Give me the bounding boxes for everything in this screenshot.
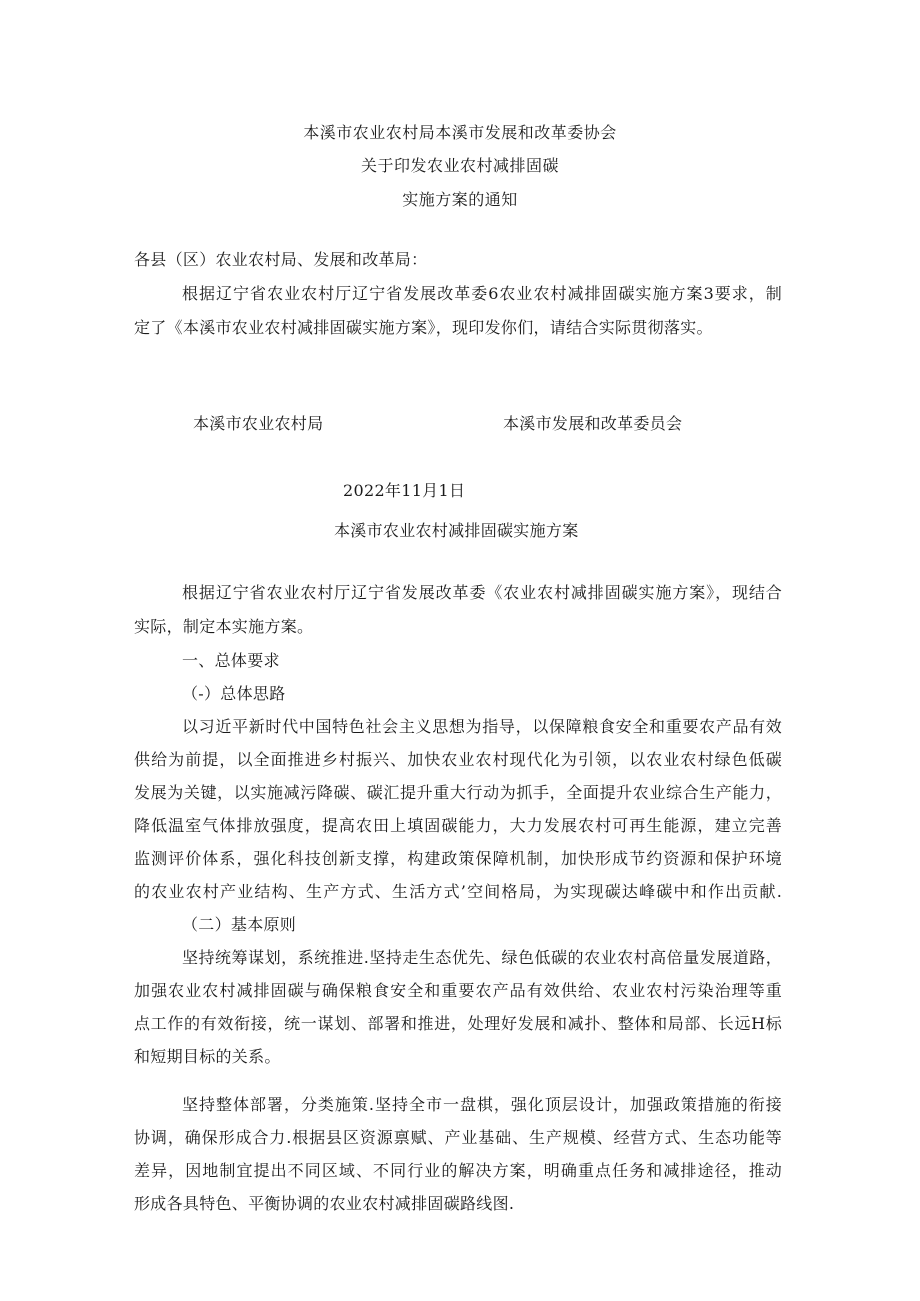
principle1-line-2: 加强农业农村减排固碳与确保粮食安全和重要农产品有效供给、农业农村污染治理等重 (134, 981, 782, 1000)
principle1-line-1: 坚持统筹谋划，系统推进.坚持走生态优先、绿色低碳的农业农村高倍量发展道路， (182, 948, 782, 967)
signatory-development-commission: 本溪市发展和改革委员会 (503, 414, 683, 433)
approach-line-6: 的农业农村产业结构、生产方式、生活方式’空间格局，为实现碳达峰碳中和作出贡献. (134, 882, 782, 901)
principle1-line-4: 和短期目标的关系。 (134, 1047, 281, 1066)
notice-date: 2022年11月1日 (343, 481, 466, 500)
notice-body-line-2: 定了《本溪市农业农村减排固碳实施方案》，现印发你们，请结合实际贯彻落实。 (134, 318, 713, 337)
approach-line-5: 监测评价体系，强化科技创新支撑，构建政策保障机制，加快形成节约资源和保护环境 (134, 849, 782, 868)
plan-intro-line-2: 实际，制定本实施方案。 (134, 617, 314, 636)
plan-intro-line-1: 根据辽宁省农业农村厅辽宁省发展改革委《农业农村减排固碳实施方案》，现结合 (182, 583, 782, 602)
approach-line-1: 以习近平新时代中国特色社会主义思想为指导，以保障粮食安全和重要农产品有效 (182, 717, 782, 736)
notice-addressee: 各县（区）农业农村局、发展和改革局： (134, 250, 428, 269)
approach-line-3: 发展为关键，以实施减污降碳、碳汇提升重大行动为抓手，全面提升农业综合生产能力， (134, 783, 782, 802)
notice-title-line-1: 本溪市农业农村局本溪市发展和改革委协会 (303, 123, 617, 142)
principle1-line-3: 点工作的有效衔接，统一谋划、部署和推进，处理好发展和减扑、整体和局部、长远H标 (134, 1014, 782, 1033)
notice-body-line-1: 根据辽宁省农业农村厅辽宁省发展改革委6农业农村减排固碳实施方案3要求，制 (182, 284, 782, 303)
approach-line-2: 供给为前提，以全面推进乡村振兴、加快农业农村现代化为引领，以农业农村绿色低碳 (134, 750, 782, 769)
signatory-agriculture-bureau: 本溪市农业农村局 (193, 414, 324, 433)
principle2-line-1: 坚持整体部署，分类施策.坚持全市一盘棋，强化顶层设计，加强政策措施的衔接 (182, 1095, 782, 1114)
subsection-heading-basic-principles: （二）基本原则 (182, 915, 297, 934)
approach-line-4: 降低温室气体排放强度，提高农田上填固碳能力，大力发展农村可再生能源，建立完善 (134, 816, 782, 835)
principle2-line-2: 协调，确保形成合力.根据县区资源禀赋、产业基础、生产规模、经营方式、生态功能等 (134, 1128, 782, 1147)
principle2-line-4: 形成各具特色、平衡协调的农业农村减排固碳路线图. (134, 1194, 515, 1213)
section-heading-overall-requirements: 一、总体要求 (182, 651, 280, 670)
principle2-line-3: 差异，因地制宜提出不同区域、不同行业的解决方案，明确重点任务和减排途径，推动 (134, 1161, 782, 1180)
plan-title: 本溪市农业农村减排固碳实施方案 (334, 521, 579, 540)
notice-title-line-3: 实施方案的通知 (402, 190, 518, 209)
subsection-heading-overall-approach: （-）总体思路 (182, 684, 286, 703)
notice-title-line-2: 关于印发农业农村减排固碳 (360, 156, 559, 175)
